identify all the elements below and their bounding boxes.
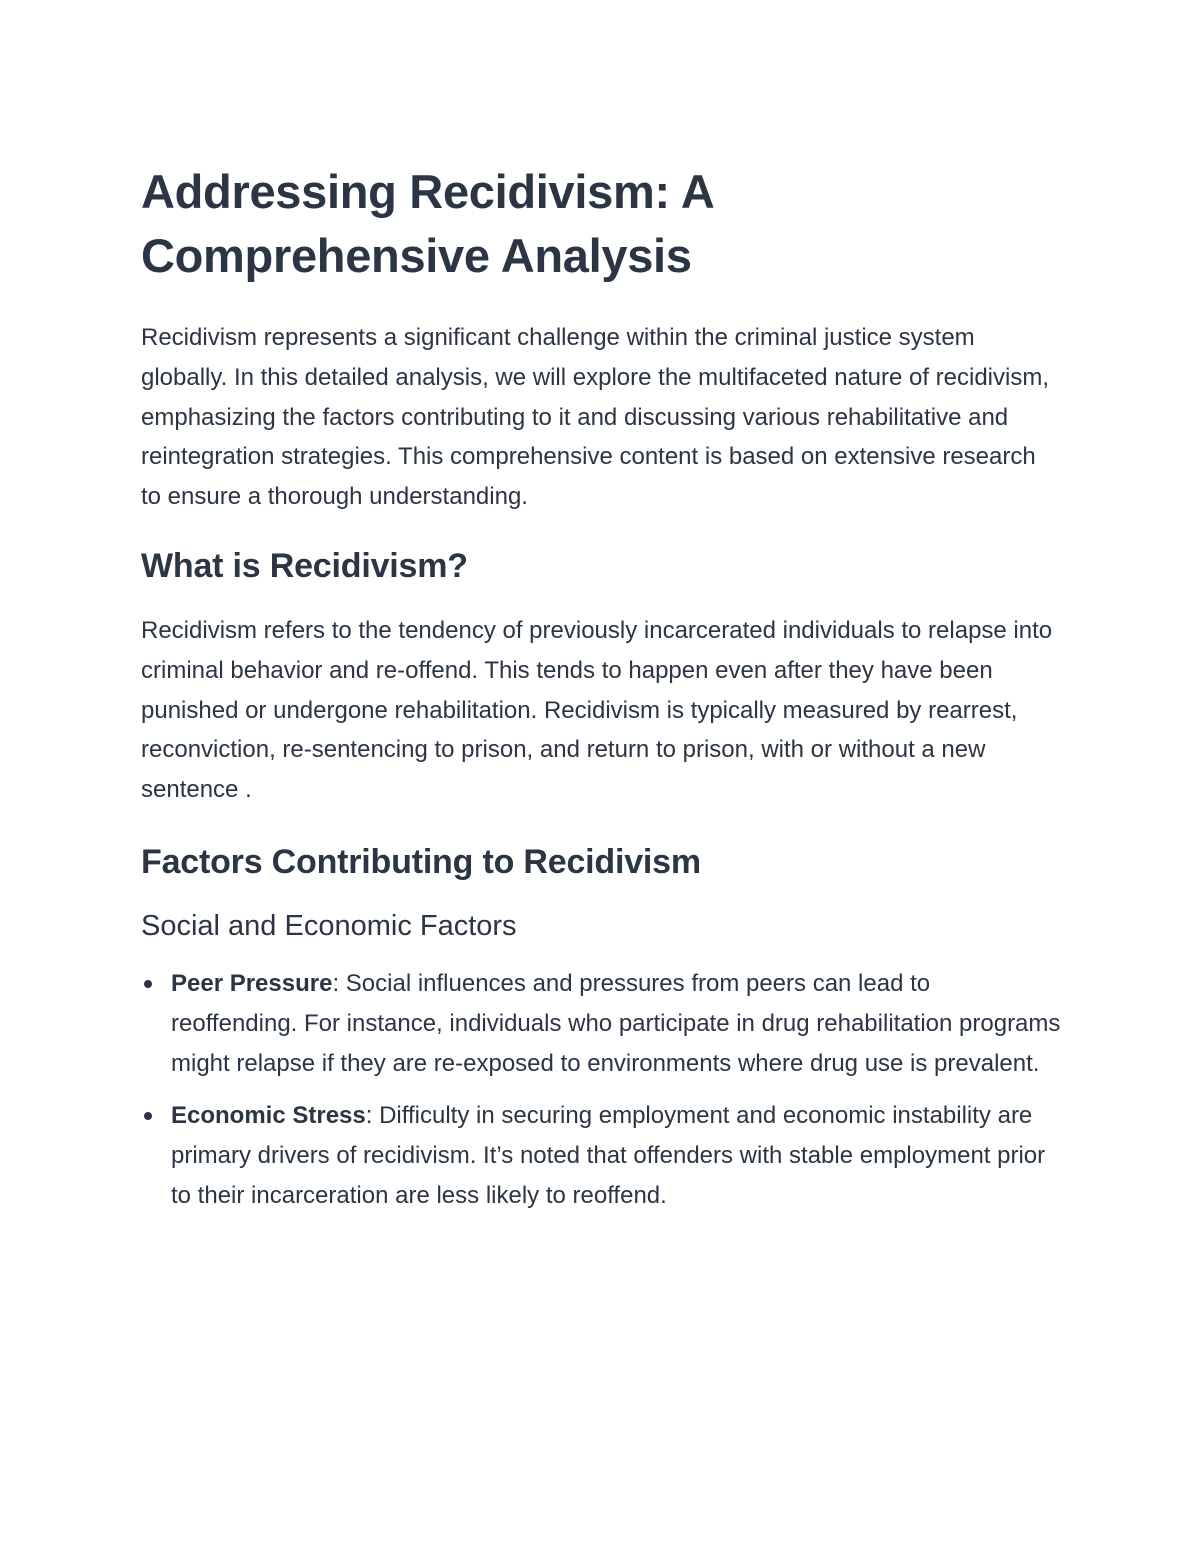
heading-what-is-recidivism: What is Recidivism? xyxy=(141,546,468,585)
definition-paragraph: Recidivism refers to the tendency of previously incarcerated individuals to relapse into criminal behavior and re-offend. This tends to happen even after they have been punished or undergone rehabilitation. Recidivism is typically measured by rearrest, reconviction, re-sentencing to prison, and return to prison, with or without a new sentence . xyxy=(141,616,1053,804)
list-item-text: : Difficulty in securing employment and economic instability are primary drivers of recidivism. It’s noted that offenders with stable employment prior to their incarceration are less likely to reoffend. xyxy=(171,1102,1046,1209)
bullet-icon xyxy=(144,1112,152,1120)
list-item-term: Economic Stress xyxy=(171,1102,366,1130)
bullet-icon xyxy=(144,980,152,988)
list-item-text: : Social influences and pressures from peers can lead to reoffending. For instance, individuals who participate in drug rehabilitation programs might relapse if they are re-exposed to environments where drug use is prevalent. xyxy=(171,969,1061,1077)
factors-list xyxy=(141,964,1061,1216)
subheading-social-economic: Social and Economic Factors xyxy=(141,909,517,942)
page-title: Addressing Recidivism: A Comprehensive Analysis xyxy=(141,165,713,282)
document-page xyxy=(141,160,1061,1229)
list-item-peer-pressure xyxy=(141,964,1061,1083)
list-item-economic-stress xyxy=(141,1096,1061,1215)
list-item-term: Peer Pressure xyxy=(171,969,333,997)
intro-paragraph: Recidivism represents a significant challenge within the criminal justice system globally. In this detailed analysis, we will explore the multifaceted nature of recidivism, emphasizing the factors contributing to it and discussing various rehabilitative and reintegration strategies. This comprehensive content is based on extensive research to ensure a thorough understanding. xyxy=(141,324,1049,511)
heading-factors: Factors Contributing to Recidivism xyxy=(141,842,701,881)
